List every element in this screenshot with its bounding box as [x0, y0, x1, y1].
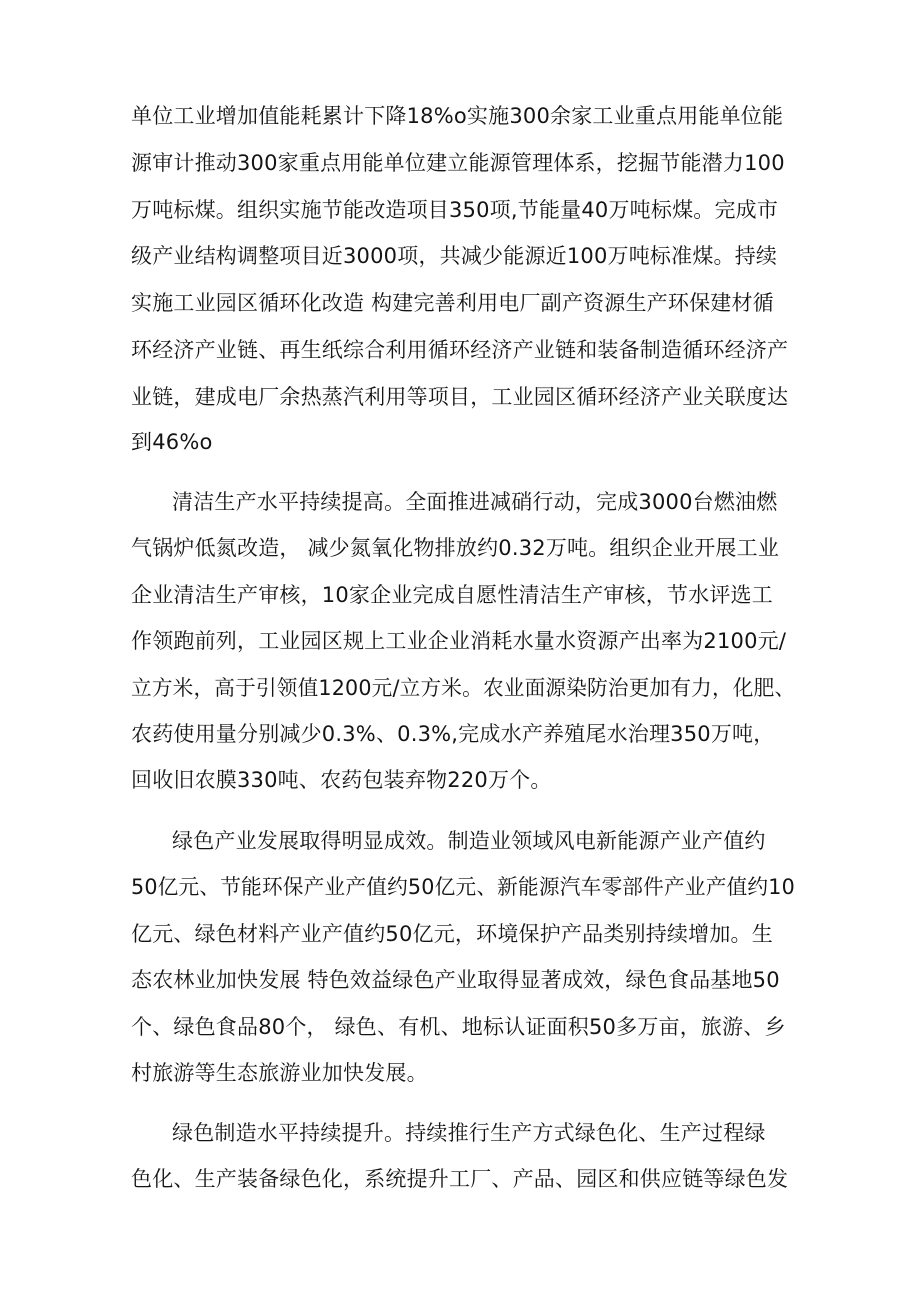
text-line: 实施工业园区循环化改造 构建完善利用电厂副产资源生产环保建材循	[131, 291, 774, 315]
text-line: 源审计推动300家重点用能单位建立能源管理体系，挖掘节能潜力100	[131, 151, 785, 175]
text-line: 单位工业增加值能耗累计下降18%o实施300余家工业重点用能单位能	[131, 104, 784, 128]
text-line: 万吨标煤。组织实施节能改造项目350项,节能量40万吨标煤。完成市	[131, 198, 779, 222]
text-line: 村旅游等生态旅游业加快发展。	[131, 1061, 428, 1085]
text-line: 清洁生产水平持续提高。全面推进减硝行动，完成3000台燃油燃	[172, 490, 778, 514]
text-line: 绿色产业发展取得明显成效。制造业领域风电新能源产业产值约	[172, 829, 766, 853]
text-line: 立方米，高于引领值1200元/立方米。农业面源染防治更加有力，化肥、	[131, 676, 796, 700]
text-line: 亿元、绿色材料产业产值约50亿元，环境保护产品类别持续增加。生	[131, 922, 773, 946]
text-line: 绿色制造水平持续提升。持续推行生产方式绿色化、生产过程绿	[172, 1121, 766, 1145]
text-line: 回收旧农膜330吨、农药包装弃物220万个。	[131, 768, 552, 792]
text-line: 农药使用量分别减少0.3%、0.3%,完成水产养殖尾水治理350万吨，	[131, 722, 775, 746]
text-line: 50亿元、节能环保产业产值约50亿元、新能源汽车零部件产业产值约10	[131, 875, 795, 899]
text-line: 色化、生产装备绿色化，系统提升工厂、产品、园区和供应链等绿色发	[131, 1167, 789, 1191]
text-line: 态农林业加快发展 特色效益绿色产业取得显著成效，绿色食品基地50	[131, 968, 780, 992]
text-line: 到46%o	[131, 430, 213, 454]
text-line: 气锅炉低氮改造， 减少氮氧化物排放约0.32万吨。组织企业开展工业	[131, 536, 780, 560]
text-line: 企业清洁生产审核，10家企业完成自愿性清洁生产审核，节水评选工	[131, 583, 773, 607]
text-line: 业链，建成电厂余热蒸汽利用等项目，工业园区循环经济产业关联度达	[131, 385, 789, 409]
text-line: 环经济产业链、再生纸综合利用循环经济产业链和装备制造循环经济产	[131, 338, 789, 362]
text-line: 级产业结构调整项目近3000项，共减少能源近100万吨标准煤。持续	[131, 244, 778, 268]
text-line: 作领跑前列，工业园区规上工业企业消耗水量水资源产出率为2100元/	[131, 629, 787, 653]
text-line: 个、绿色食品80个， 绿色、有机、地标认证面积50多万亩，旅游、乡	[131, 1015, 786, 1039]
